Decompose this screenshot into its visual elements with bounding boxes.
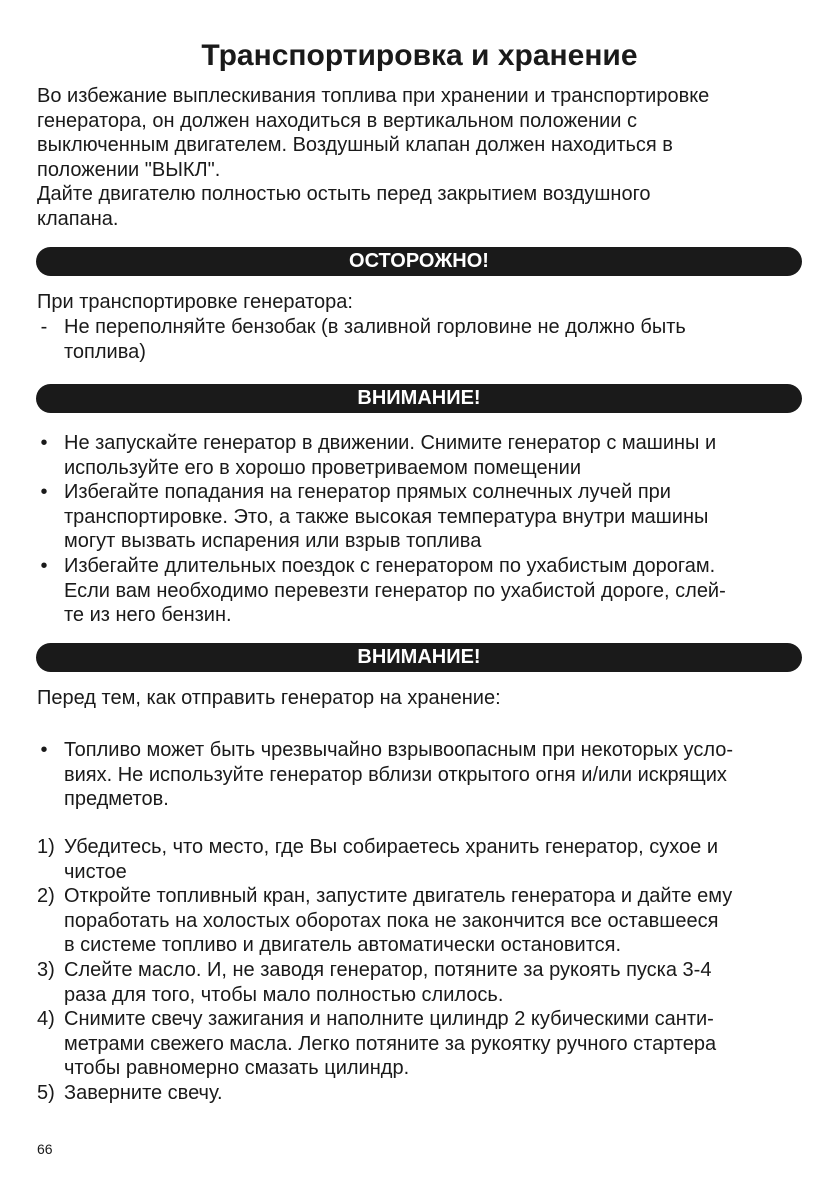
item-line: Не запускайте генератор в движении. Снимите генератор с машины и [64,432,717,454]
bullet-marker: • [40,432,48,454]
dash-marker: - [40,316,48,338]
step-item [37,1081,807,1106]
page-number: 66 [37,1141,53,1157]
item-line: используйте его в хорошо проветриваемом помещении [64,456,582,479]
caution-banner: ОСТОРОЖНО! [36,247,802,276]
step-number: 5) [37,1081,55,1104]
item-line: Избегайте длительных поездок с генератором по ухабистым дорогам. [64,554,716,577]
list-item [37,738,807,812]
item-line: виях. Не используйте генератор вблизи открытого огня и/или искрящих [64,763,727,786]
intro-line: выключенным двигателем. Воздушный клапан должен находиться в [37,134,673,157]
intro-line: положении "ВЫКЛ". [37,158,221,181]
item-line: Топливо может быть чрезвычайно взрывоопасным при некоторых усло- [64,739,734,761]
step-line: Слейте масло. И, не заводя генератор, потяните за рукоять пуска 3-4 [64,958,712,981]
bullet-marker: • [40,481,48,504]
attention-banner-1: ВНИМАНИЕ! [36,384,802,413]
step-line: Откройте топливный кран, запустите двигатель генератора и дайте ему [64,885,733,908]
caution-list [37,315,807,364]
item-line: Если вам необходимо перевезти генератор по ухабистой дороге, слей- [64,579,726,602]
step-item [37,835,807,884]
intro-line: Дайте двигателю полностью остыть перед закрытием воздушного [37,183,651,206]
item-line: те из него бензин. [64,604,232,627]
bullet-marker: • [40,554,48,577]
item-line: предметов. [64,788,169,811]
list-item [37,554,807,628]
step-number: 4) [37,1008,55,1031]
step-line: поработать на холостых оборотах пока не закончится все оставшееся [64,909,719,932]
step-line: чистое [64,860,127,883]
step-line: в системе топливо и двигатель автоматически остановится. [64,934,622,957]
item-line: Не переполняйте бензобак (в заливной горловине не должно быть [64,316,686,338]
storage-steps [37,835,807,1106]
step-line: метрами свежего масла. Легко потяните за рукоятку ручного стартера [64,1032,717,1055]
item-line: топлива) [64,340,146,363]
list-item [37,431,807,480]
item-line: могут вызвать испарения или взрыв топлива [64,530,482,553]
storage-lead: Перед тем, как отправить генератор на хранение: [37,687,501,709]
item-line: Избегайте попадания на генератор прямых солнечных лучей при [64,481,671,504]
item-line: транспортировке. Это, а также высокая температура внутри машины [64,505,709,528]
caution-lead: При транспортировке генератора: [37,291,353,313]
step-line: Убедитесь, что место, где Вы собираетесь хранить генератор, сухое и [64,836,719,858]
intro-line: генератора, он должен находиться в вертикальном положении с [37,109,638,132]
step-item [37,1007,807,1081]
step-line: Снимите свечу зажигания и наполните цилиндр 2 кубическими санти- [64,1008,714,1031]
step-line: раза для того, чтобы мало полностью слилось. [64,983,504,1006]
attention-list-1 [37,431,807,628]
list-item [37,315,807,364]
step-number: 1) [37,836,55,858]
storage-warning-list [37,738,807,812]
attention-banner-2: ВНИМАНИЕ! [36,643,802,672]
step-item [37,884,807,958]
intro-line: клапана. [37,207,119,230]
intro-paragraph [37,84,807,232]
bullet-marker: • [40,739,48,761]
intro-line: Во избежание выплескивания топлива при хранении и транспортировке [37,85,710,107]
step-number: 2) [37,885,55,908]
step-item [37,958,807,1007]
step-number: 3) [37,958,55,981]
list-item [37,480,807,554]
step-line: Заверните свечу. [64,1081,223,1104]
step-line: чтобы равномерно смазать цилиндр. [64,1057,410,1080]
page-title: Транспортировка и хранение [201,39,638,72]
